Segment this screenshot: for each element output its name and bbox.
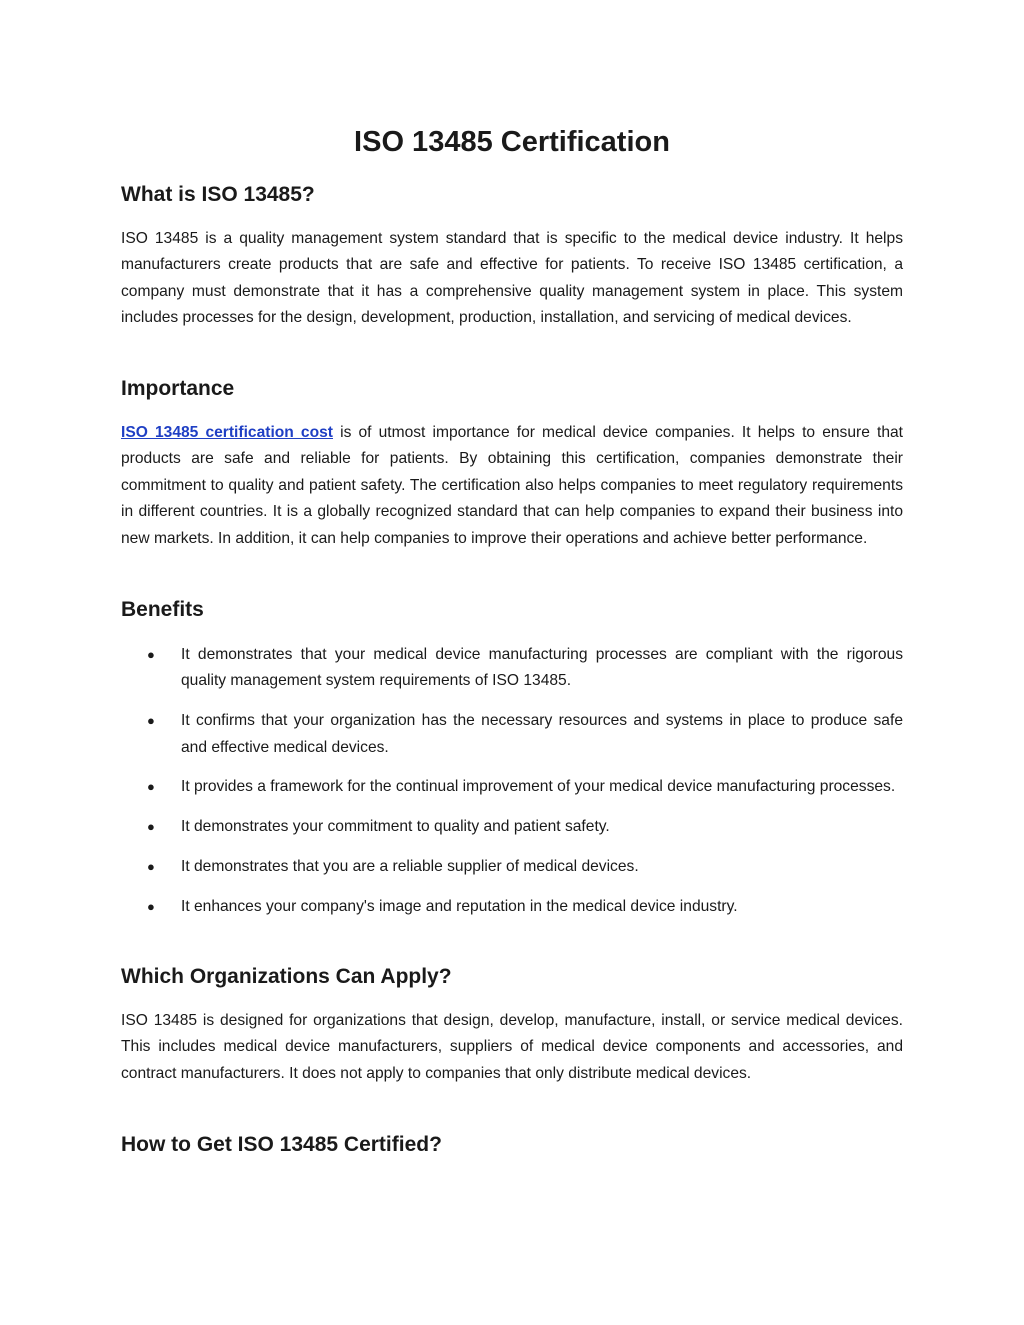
bullet-icon: ● — [147, 713, 155, 729]
heading-benefits: Benefits — [121, 598, 204, 621]
iso-certification-cost-link[interactable]: ISO 13485 certification cost — [121, 424, 333, 441]
bullet-icon: ● — [147, 819, 155, 835]
paragraph-importance — [121, 420, 903, 552]
bullet-icon: ● — [147, 647, 155, 662]
benefit-text: It confirms that your organization has the necessary resources and systems in place to produce safe and effective medical devices. — [181, 712, 903, 756]
heading-what-is: What is ISO 13485? — [121, 183, 315, 206]
list-item — [121, 854, 903, 880]
heading-how-to-get-certified: How to Get ISO 13485 Certified? — [121, 1133, 442, 1156]
list-item — [121, 642, 903, 695]
benefit-text: It enhances your company's image and reputation in the medical device industry. — [181, 897, 738, 915]
benefit-text: It demonstrates that you are a reliable supplier of medical devices. — [181, 858, 639, 875]
benefit-text: It provides a framework for the continual improvement of your medical device manufacturing processes. — [181, 778, 896, 796]
list-item — [121, 894, 903, 920]
benefit-text: It demonstrates that your medical device manufacturing processes are compliant with the rigorous quality management system requirements of ISO 13485. — [181, 646, 903, 690]
heading-importance: Importance — [121, 377, 235, 400]
bullet-icon: ● — [147, 898, 155, 914]
paragraph-which-organizations: ISO 13485 is designed for organizations that design, develop, manufacture, install, or service medical devices. This includes medical device manufacturers, suppliers of medical device components and accessories, and contract manufacturers. It does not apply to companies that only distribute medical devices. — [121, 1012, 903, 1082]
paragraph-importance-text: is of utmost importance for medical device companies. It helps to ensure that products are safe and reliable for patients. By obtaining this certification, companies demonstrate their commitment to quality and patient safety. The certification also helps companies to meet regulatory requirements in different countries. It is a globally recognized standard that can help companies to expand their business into new markets. In addition, it can help companies to improve their operations and achieve better performance. — [121, 424, 903, 547]
paragraph-what-is: ISO 13485 is a quality management system standard that is specific to the medical device industry. It helps manufacturers create products that are safe and effective for patients. To receive ISO 13485 certification, a company must demonstrate that it has a comprehensive quality management system in place. This system includes processes for the design, development, production, installation, and servicing of medical devices. — [121, 230, 903, 327]
bullet-icon: ● — [147, 779, 155, 795]
heading-which-organizations: Which Organizations Can Apply? — [121, 965, 452, 988]
benefits-list — [121, 642, 903, 934]
list-item — [121, 708, 903, 761]
list-item — [121, 814, 903, 840]
list-item — [121, 774, 903, 800]
benefit-text: It demonstrates your commitment to quality and patient safety. — [181, 818, 610, 836]
page-title: ISO 13485 Certification — [354, 126, 670, 158]
bullet-icon: ● — [147, 859, 155, 874]
